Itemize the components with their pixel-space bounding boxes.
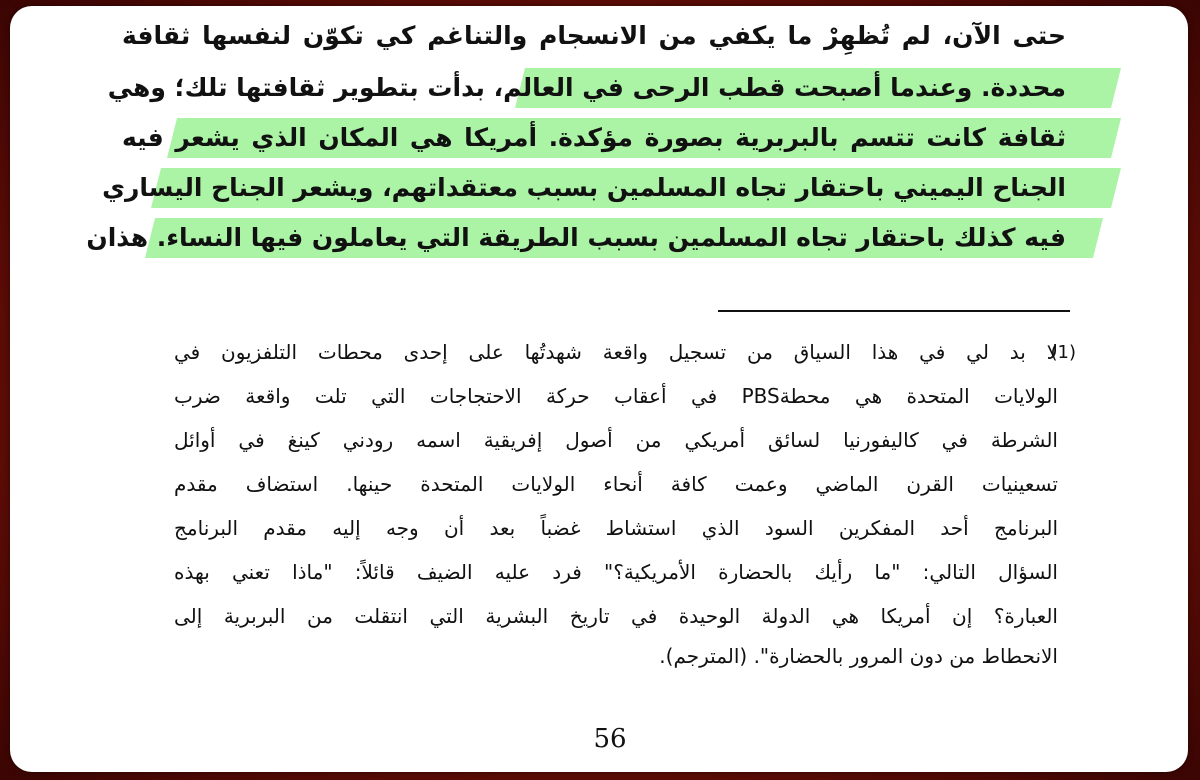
book-page	[10, 6, 1188, 772]
footnote-line: لا بد لي في هذا السياق من تسجيل واقعة شهدتُها على إحدى محطات التلفزيون في	[174, 340, 1058, 364]
paragraph-line: حتى الآن، لم تُظهِرْ ما يكفي من الانسجام والتناغم كي تكوّن لنفسها ثقافة	[122, 21, 1066, 50]
paragraph-line: محددة. وعندما أصبحت قطب الرحى في العالم، بدأت بتطوير ثقافتها تلك؛ وهي	[107, 73, 1066, 102]
footnote-line: تسعينيات القرن الماضي وعمت كافة أنحاء الولايات المتحدة حينها. استضاف مقدم	[174, 472, 1058, 496]
footnote-number: (1)	[1050, 342, 1076, 363]
paragraph-line: ثقافة كانت تتسم بالبربرية بصورة مؤكدة. أمريكا هي المكان الذي يشعر فيه	[122, 123, 1066, 152]
footnote-line: البرنامج أحد المفكرين السود الذي استشاط غضباً بعد أن وجه إليه مقدم البرنامج	[174, 516, 1058, 540]
paragraph-line: الجناح اليميني باحتقار تجاه المسلمين بسبب معتقداتهم، ويشعر الجناح اليساري	[102, 173, 1066, 202]
footnote-line: السؤال التالي: "ما رأيك بالحضارة الأمريكية؟" فرد عليه الضيف قائلاً: "ماذا تعني بهذه	[174, 560, 1058, 584]
page-number: 56	[593, 724, 627, 754]
footnote-separator	[718, 310, 1070, 312]
footnote-line: العبارة؟ إن أمريكا هي الدولة الوحيدة في تاريخ البشرية التي انتقلت من البربرية إلى	[174, 604, 1058, 628]
footnote-line: الولايات المتحدة هي محطةPBS في أعقاب حركة الاحتجاجات التي تلت واقعة ضرب	[174, 384, 1058, 408]
footnote-line: الشرطة في كاليفورنيا لسائق أمريكي من أصول إفريقية اسمه رودني كينغ في أوائل	[174, 428, 1058, 452]
footnote-line-last: الانحطاط من دون المرور بالحضارة". (المترجم).	[659, 644, 1058, 668]
paragraph-line: فيه كذلك باحتقار تجاه المسلمين بسبب الطريقة التي يعاملون فيها النساء. هذان	[86, 223, 1066, 252]
